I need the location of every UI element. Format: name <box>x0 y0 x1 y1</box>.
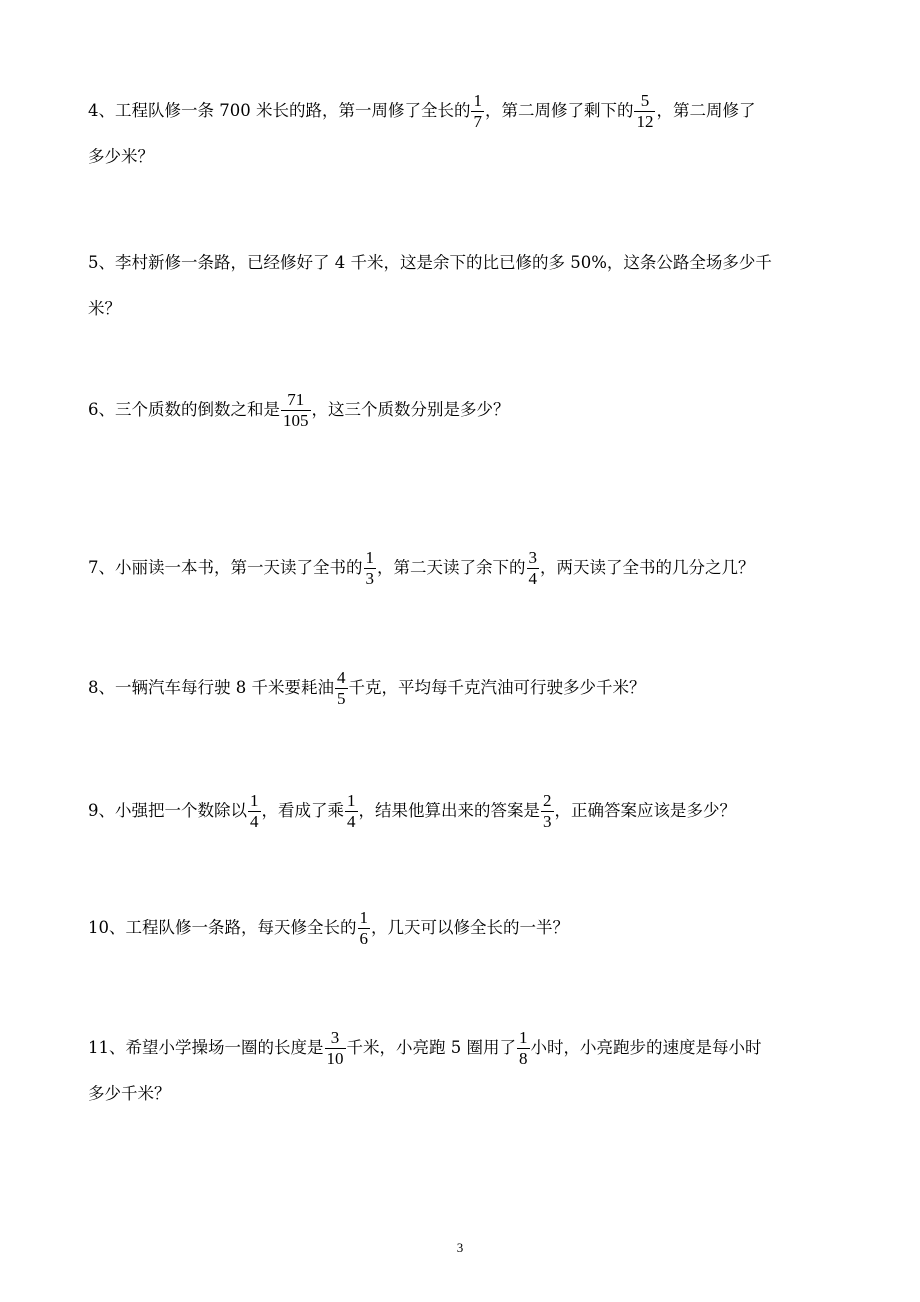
page-number: 3 <box>456 1240 464 1255</box>
fraction-71-105: $\frac{71}{105}$ <box>283 390 309 430</box>
problem-11-line-1: 11、希望小学操场一圈的长度是 $\frac{3}{10}$ 千米，小亮跑 5 圈用了 $\frac{1}{8}$ 小时，小亮跑步的速度是每小时 <box>88 1028 762 1068</box>
problem-5-line-2: 米？ <box>88 299 121 318</box>
fraction-3-10: $\frac{3}{10}$ <box>326 1028 344 1068</box>
problem-6-line-1: 6、三个质数的倒数之和是 $\frac{71}{105}$ ，这三个质数分别是多少？ <box>88 390 510 430</box>
fraction-1-8: $\frac{1}{8}$ <box>519 1028 528 1068</box>
problem-4-line-1: 4、工程队修一条 700 米长的路，第一周修了全长的 $\frac{1}{7}$ ，第二周修了剩下的 $\frac{5}{12}$ ，第二周修了 <box>88 91 756 131</box>
problem-4-line-2: 多少米？ <box>88 147 154 166</box>
fraction-1-6: $\frac{1}{6}$ <box>359 908 368 948</box>
fraction-5-12: $\frac{5}{12}$ <box>636 91 654 131</box>
problem-7-line-1: 7、小丽读一本书，第一天读了全书的 $\frac{1}{3}$ ，第二天读了余下的 $\frac{3}{4}$ ，两天读了全书的几分之几？ <box>88 548 755 588</box>
problem-6 <box>88 387 840 433</box>
fraction-1-4-b: $\frac{1}{4}$ <box>347 791 356 831</box>
problem-10 <box>88 905 840 951</box>
problem-4 <box>88 88 840 180</box>
problem-11 <box>88 1025 840 1117</box>
fraction-1-7: $\frac{1}{7}$ <box>473 91 482 131</box>
fraction-4-5: $\frac{4}{5}$ <box>337 668 346 708</box>
fraction-2-3: $\frac{2}{3}$ <box>543 791 552 831</box>
fraction-3-4: $\frac{3}{4}$ <box>528 548 537 588</box>
problem-5-line-1: 5、李村新修一条路，已经修好了 4 千米，这是余下的比已修的多 50%，这条公路全场多少千 <box>88 253 772 272</box>
problem-10-line-1: 10、工程队修一条路，每天修全长的 $\frac{1}{6}$ ，几天可以修全长的一半？ <box>88 908 569 948</box>
problem-11-line-2: 多少千米？ <box>88 1084 171 1103</box>
problem-8-line-1: 8、一辆汽车每行驶 8 千米要耗油 $\frac{4}{5}$ 千克，平均每千克汽油可行驶多少千米？ <box>88 668 646 708</box>
problem-8 <box>88 665 840 711</box>
problem-7 <box>88 545 840 591</box>
problem-5 <box>88 240 840 332</box>
problem-9-line-1: 9、小强把一个数除以 $\frac{1}{4}$ ，看成了乘 $\frac{1}{4}$ ，结果他算出来的答案是 $\frac{2}{3}$ ，正确答案应该是多少？ <box>88 791 736 831</box>
fraction-1-4-a: $\frac{1}{4}$ <box>250 791 259 831</box>
problem-9 <box>88 788 840 834</box>
fraction-1-3: $\frac{1}{3}$ <box>365 548 374 588</box>
